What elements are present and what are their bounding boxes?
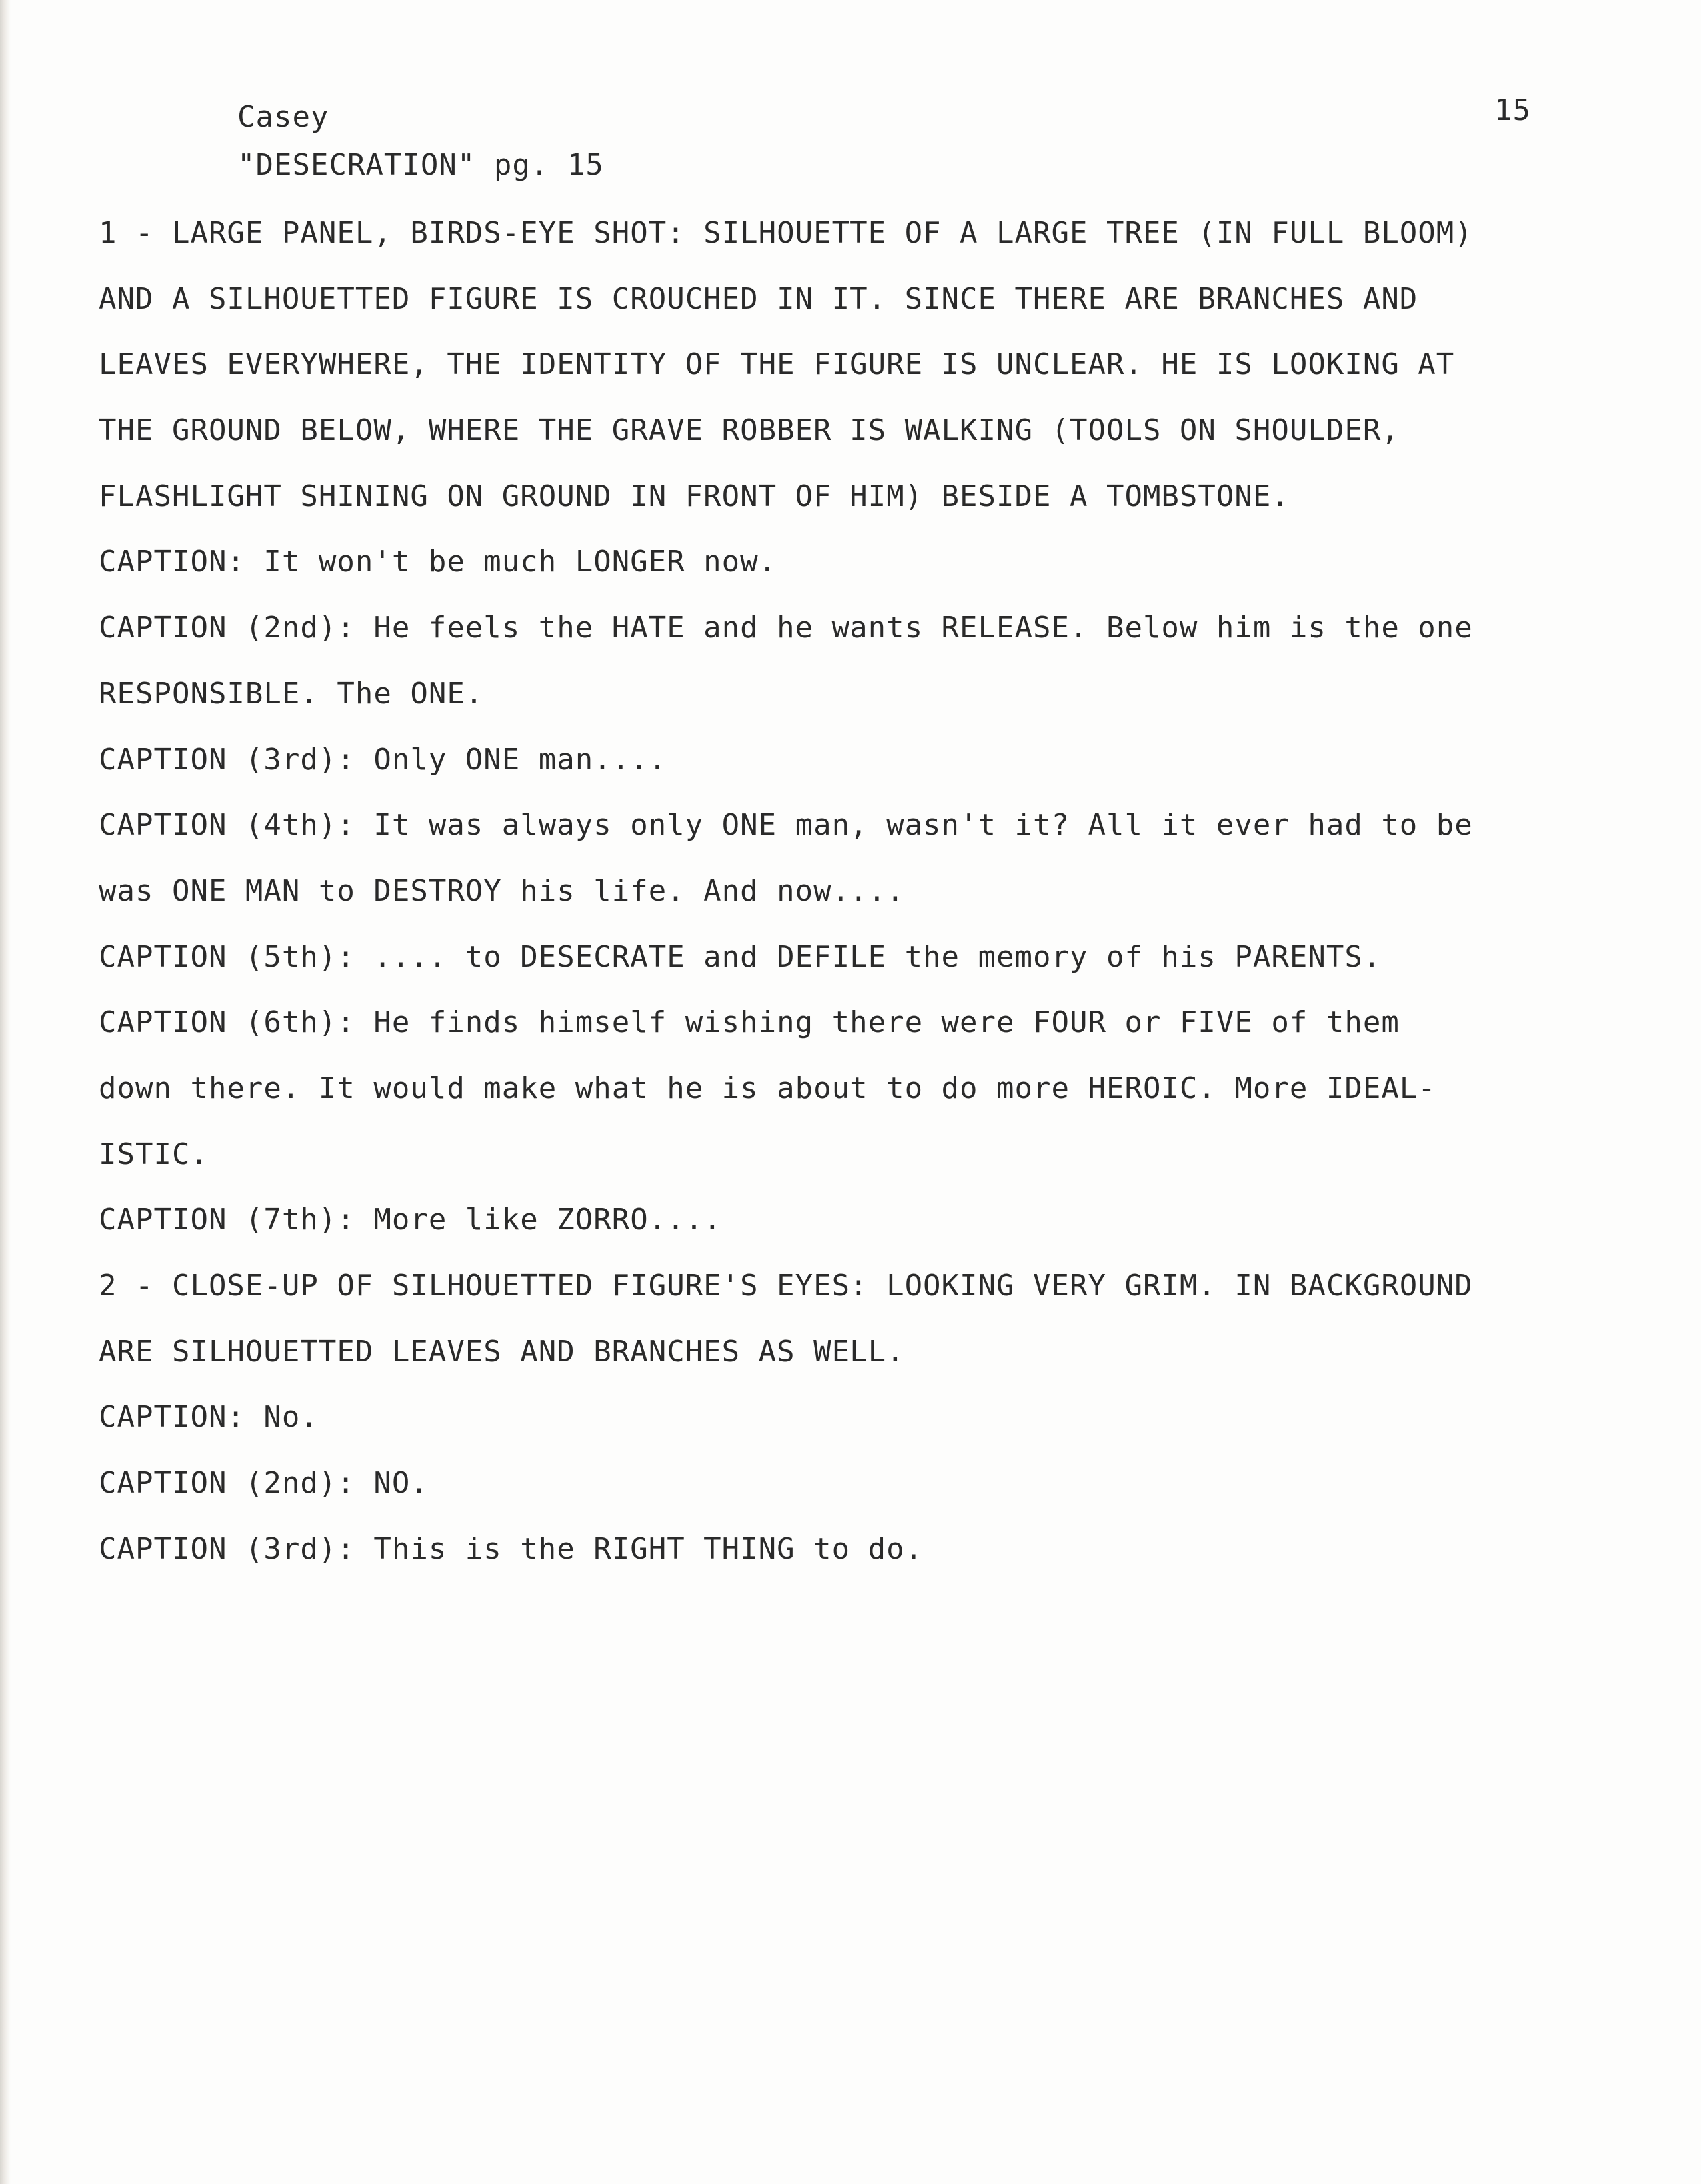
script-line: CAPTION: It won't be much LONGER now.: [99, 545, 777, 579]
script-line: CAPTION (2nd): He feels the HATE and he wants RELEASE. Below him is the one: [99, 611, 1473, 645]
script-line: CAPTION (6th): He finds himself wishing there were FOUR or FIVE of them: [99, 1005, 1400, 1040]
header-author: Casey: [237, 100, 329, 134]
header-title: "DESECRATION" pg. 15: [237, 148, 604, 182]
script-line: down there. It would make what he is about to do more HEROIC. More IDEAL-: [99, 1071, 1436, 1105]
script-line: CAPTION (3rd): Only ONE man....: [99, 742, 667, 777]
script-line: RESPONSIBLE. The ONE.: [99, 676, 484, 711]
script-body: [99, 213, 1625, 1595]
script-line: CAPTION (3rd): This is the RIGHT THING to do.: [99, 1531, 924, 1566]
script-line: CAPTION: No.: [99, 1400, 319, 1435]
page-number: 15: [1494, 93, 1531, 127]
script-line: 2 - CLOSE-UP OF SILHOUETTED FIGURE'S EYES: LOOKING VERY GRIM. IN BACKGROUND: [99, 1269, 1473, 1303]
script-line: FLASHLIGHT SHINING ON GROUND IN FRONT OF HIM) BESIDE A TOMBSTONE.: [99, 479, 1290, 513]
paper-edge-shadow: [0, 0, 11, 2184]
script-line: LEAVES EVERYWHERE, THE IDENTITY OF THE FIGURE IS UNCLEAR. HE IS LOOKING AT: [99, 347, 1455, 382]
script-line: ARE SILHOUETTED LEAVES AND BRANCHES AS WELL.: [99, 1334, 905, 1369]
script-line: AND A SILHOUETTED FIGURE IS CROUCHED IN IT. SINCE THERE ARE BRANCHES AND: [99, 281, 1418, 316]
script-line: CAPTION (7th): More like ZORRO....: [99, 1203, 722, 1237]
script-line: 1 - LARGE PANEL, BIRDS-EYE SHOT: SILHOUETTE OF A LARGE TREE (IN FULL BLOOM): [99, 216, 1473, 250]
script-line: CAPTION (4th): It was always only ONE man, wasn't it? All it ever had to be: [99, 808, 1473, 843]
script-line: CAPTION (2nd): NO.: [99, 1466, 429, 1501]
script-line: ISTIC.: [99, 1137, 209, 1171]
script-line: THE GROUND BELOW, WHERE THE GRAVE ROBBER IS WALKING (TOOLS ON SHOULDER,: [99, 413, 1400, 448]
script-line: CAPTION (5th): .... to DESECRATE and DEFILE the memory of his PARENTS.: [99, 939, 1382, 974]
script-line: was ONE MAN to DESTROY his life. And now....: [99, 873, 905, 908]
